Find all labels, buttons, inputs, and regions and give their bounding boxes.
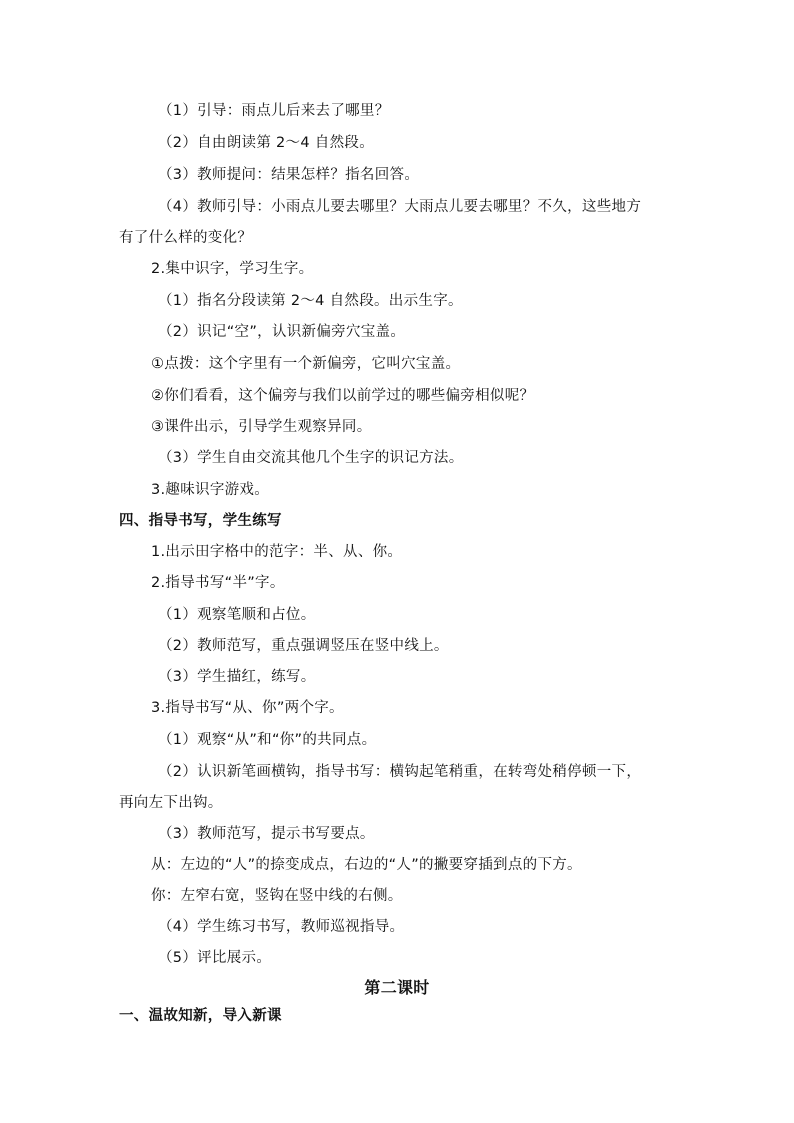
- paragraph-line: 3.趣味识字游戏。: [151, 482, 270, 498]
- paragraph-line: ③课件出示，引导学生观察异同。: [151, 419, 372, 435]
- paragraph-line: 1.出示田字格中的范字：半、从、你。: [151, 544, 403, 560]
- paragraph-line: （4）学生练习书写，教师巡视指导。: [158, 919, 405, 935]
- paragraph-line: 2.指导书写“半”字。: [151, 575, 285, 591]
- paragraph-line: （2）识记“空”，认识新偏旁穴宝盖。: [158, 324, 406, 340]
- section-heading: 四、指导书写，学生练写: [119, 513, 282, 529]
- paragraph-line: （4）教师引导：小雨点儿要去哪里？大雨点儿要去哪里？不久，这些地方: [158, 199, 642, 215]
- paragraph-line: （1）引导：雨点儿后来去了哪里？: [158, 103, 390, 119]
- paragraph-line: （2）教师范写，重点强调竖压在竖中线上。: [158, 638, 449, 654]
- paragraph-line: （2）自由朗读第 2～4 自然段。: [158, 135, 374, 151]
- paragraph-line: （1）指名分段读第 2～4 自然段。出示生字。: [158, 293, 463, 309]
- paragraph-line: 3.指导书写“从、你”两个字。: [151, 700, 344, 716]
- paragraph-line: ①点拨：这个字里有一个新偏旁，它叫穴宝盖。: [151, 356, 461, 372]
- paragraph-line: （3）学生描红，练写。: [158, 669, 316, 685]
- paragraph-line: （1）观察“从”和“你”的共同点。: [158, 732, 377, 748]
- paragraph-line: （3）教师范写，提示书写要点。: [158, 826, 375, 842]
- paragraph-line: （1）观察笔顺和占位。: [158, 607, 316, 623]
- paragraph-line: （3）学生自由交流其他几个生字的识记方法。: [158, 450, 464, 466]
- paragraph-line: 2.集中识字，学习生字。: [151, 261, 314, 277]
- paragraph-line: （2）认识新笔画横钩，指导书写：横钩起笔稍重，在转弯处稍停顿一下，: [158, 764, 642, 780]
- lesson-title: 第二课时: [364, 978, 430, 997]
- paragraph-line: （3）教师提问：结果怎样？指名回答。: [158, 167, 420, 183]
- paragraph-line: （5）评比展示。: [158, 950, 272, 966]
- paragraph-line: 有了什么样的变化？: [119, 230, 253, 246]
- section-heading: 一、温故知新，导入新课: [119, 1008, 282, 1024]
- paragraph-line: ②你们看看，这个偏旁与我们以前学过的哪些偏旁相似呢？: [151, 388, 535, 404]
- paragraph-line: 从：左边的“人”的捺变成点，右边的“人”的撇要穿插到点的下方。: [151, 857, 582, 873]
- paragraph-line: 再向左下出钩。: [119, 795, 223, 811]
- paragraph-line: 你：左窄右宽，竖钩在竖中线的右侧。: [151, 888, 403, 904]
